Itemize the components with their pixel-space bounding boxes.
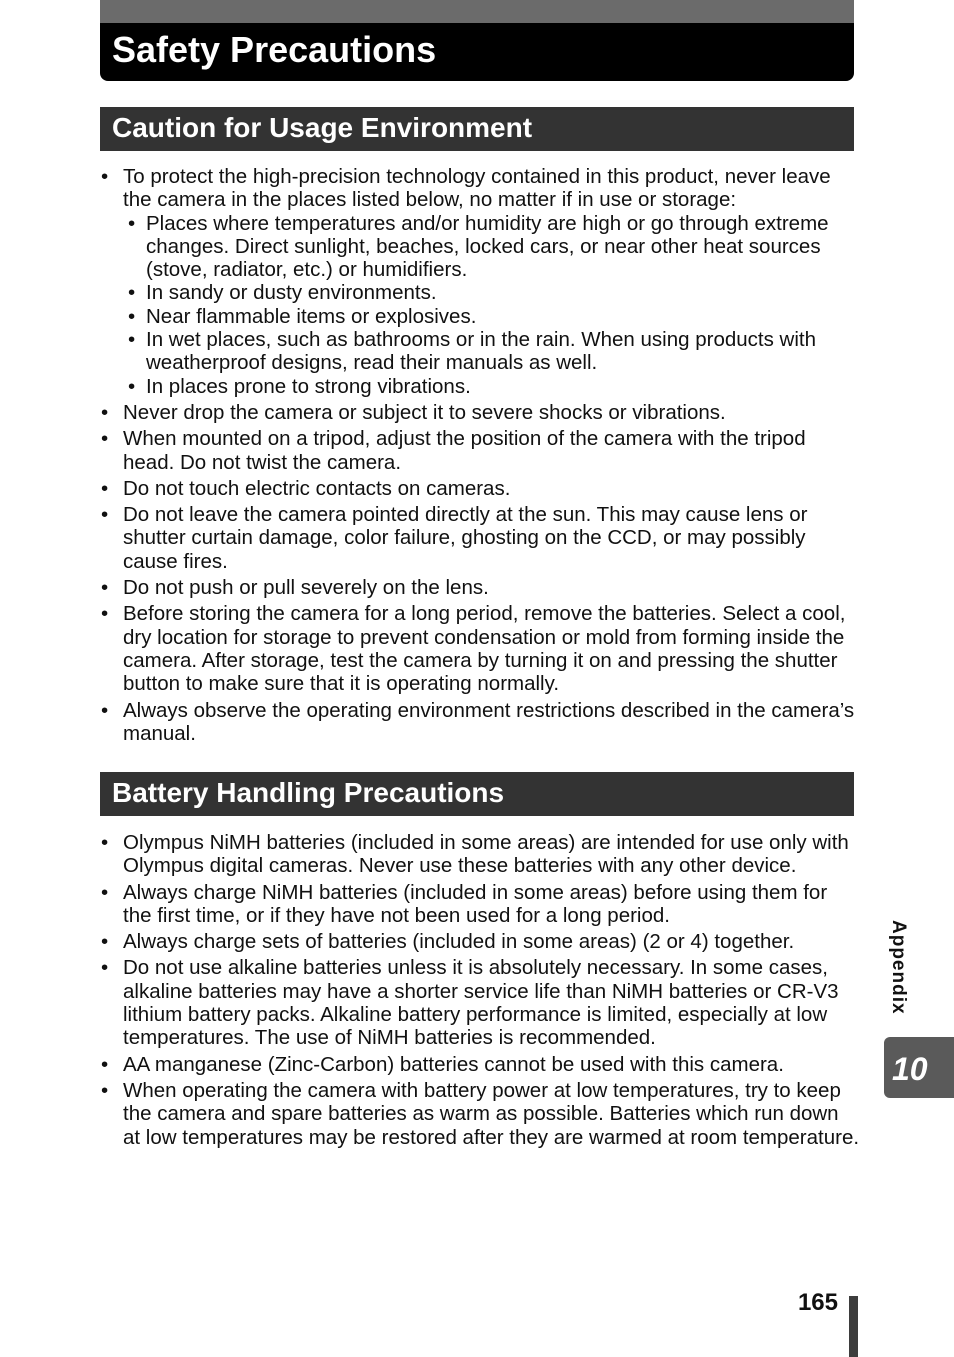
sub-list <box>123 212 860 398</box>
title-bar-top-band <box>100 0 854 23</box>
sub-list-item: • Places where temperatures and/or humidity are high or go through extreme changes. Direct sunlight, beaches, locked cars, or near other heat sources (stove, radiator, etc.) or humidifiers. <box>123 212 860 282</box>
list-item: • Always observe the operating environment restrictions described in the camera’s manual. <box>100 699 860 746</box>
sub-list-item: • In wet places, such as bathrooms or in the rain. When using products with weatherproof designs, read their manuals as well. <box>123 328 860 375</box>
list-item: • Always charge sets of batteries (included in some areas) (2 or 4) together. <box>100 930 860 953</box>
usage-environment-list <box>100 165 860 748</box>
list-item: • When mounted on a tripod, adjust the position of the camera with the tripod head. Do not twist the camera. <box>100 427 860 474</box>
sub-list-item: • In sandy or dusty environments. <box>123 281 860 304</box>
appendix-side-label <box>885 920 915 1040</box>
list-item: • Do not use alkaline batteries unless it is absolutely necessary. In some cases, alkaline batteries may have a shorter service life than NiMH batteries or CR-V3 lithium battery packs. Alkaline battery performance is limited, especially at low temperatures. The use of NiMH batteries is recommended. <box>100 956 860 1049</box>
side-label-text: Appendix <box>888 920 909 1015</box>
list-item: • Before storing the camera for a long period, remove the batteries. Select a cool, dry location for storage to prevent condensation or mold from forming inside the camera. After storage, test the camera by turning it on and pressing the shutter button to make sure that it is operating normally. <box>100 602 860 695</box>
list-item: • Do not touch electric contacts on cameras. <box>100 477 860 500</box>
list-item-text: To protect the high-precision technology contained in this product, never leave the camera in the places listed below, no matter if in use or storage: <box>123 165 831 212</box>
list-item: • When operating the camera with battery power at low temperatures, try to keep the camera and spare batteries as warm as possible. Batteries which run down at low temperatures may be restored after they are warmed at room temperature. <box>100 1079 860 1149</box>
page-title-bar <box>100 0 854 81</box>
list-item: • Never drop the camera or subject it to severe shocks or vibrations. <box>100 401 860 424</box>
page-title: Safety Precautions <box>112 29 437 70</box>
section-heading-battery-handling <box>100 772 854 816</box>
battery-handling-list <box>100 831 860 1152</box>
list-item: • Olympus NiMH batteries (included in some areas) are intended for use only with Olympus digital cameras. Never use these batteries with any other device. <box>100 831 860 878</box>
sub-list-item: • Near flammable items or explosives. <box>123 305 860 328</box>
page-edge-rule <box>849 1296 858 1357</box>
page-number: 165 <box>797 1289 838 1316</box>
section-heading-usage-environment <box>100 107 854 151</box>
section-heading-text: Caution for Usage Environment <box>112 112 533 143</box>
list-item <box>100 165 860 398</box>
chapter-number: 10 <box>892 1051 928 1087</box>
list-item: • Do not push or pull severely on the lens. <box>100 576 860 599</box>
list-item: • AA manganese (Zinc-Carbon) batteries cannot be used with this camera. <box>100 1053 860 1076</box>
list-item: • Always charge NiMH batteries (included in some areas) before using them for the first time, or if they have not been used for a long period. <box>100 881 860 928</box>
chapter-tab <box>884 1037 954 1098</box>
section-heading-text: Battery Handling Precautions <box>112 777 505 808</box>
sub-list-item: • In places prone to strong vibrations. <box>123 375 860 398</box>
list-item: • Do not leave the camera pointed directly at the sun. This may cause lens or shutter curtain damage, color failure, ghosting on the CCD, or may possibly cause fires. <box>100 503 860 573</box>
